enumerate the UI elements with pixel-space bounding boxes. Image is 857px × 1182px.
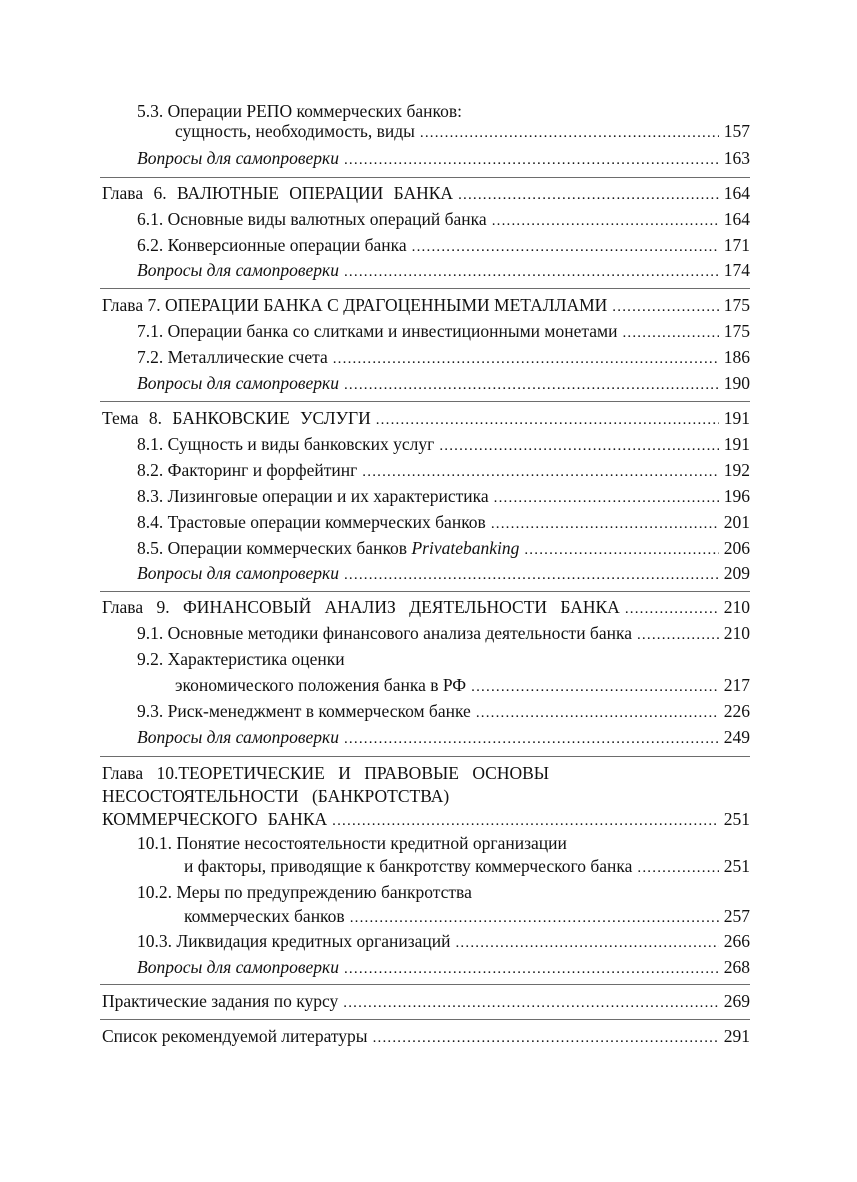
dot-leader [439,433,718,459]
dot-leader [344,956,719,982]
dot-leader [471,674,719,700]
toc-page-number: 174 [723,260,750,280]
dot-leader [373,1025,719,1051]
dot-leader [344,147,719,173]
dot-leader [344,726,719,752]
toc-page-number: 210 [723,597,750,617]
dot-leader [344,372,719,398]
toc-entry-8-1[interactable] [137,431,750,457]
toc-page-number: 269 [723,991,750,1011]
dot-leader [476,700,719,726]
toc-entry-5-3-cont[interactable] [175,118,750,144]
dot-leader [333,346,719,372]
toc-entry-title: и факторы, приводящие к банкротству коммерческого банка [184,856,633,876]
toc-chapter-8[interactable] [102,405,750,431]
toc-page-number: 257 [723,906,750,926]
toc-page-number: 191 [723,434,750,454]
toc-entry-8-4[interactable] [137,509,750,535]
section-divider [100,401,750,402]
toc-page-number: 164 [723,183,750,203]
toc-entry-title: 8.2. Факторинг и форфейтинг [137,460,358,480]
toc-chapter-6[interactable] [102,180,750,206]
toc-entry-title: Вопросы для самопроверки [137,727,339,747]
toc-page-number: 217 [723,675,750,695]
toc-entry-7-2[interactable] [137,344,750,370]
section-divider [100,591,750,592]
toc-page-number: 251 [723,856,750,876]
section-divider [100,756,750,757]
toc-entry-ch10-questions[interactable] [137,954,750,980]
dot-leader [637,622,719,648]
toc-page-number: 190 [723,373,750,393]
toc-entry-8-3[interactable] [137,483,750,509]
toc-entry-title: 9.3. Риск-менеджмент в коммерческом банке [137,701,471,721]
toc-chapter-title: Глава 9. ФИНАНСОВЫЙ АНАЛИЗ ДЕЯТЕЛЬНОСТИ БАНКА [102,597,620,617]
toc-chapter-title: Глава 10.ТЕОРЕТИЧЕСКИЕ И ПРАВОВЫЕ ОСНОВЫ [102,763,550,783]
toc-entry-title: Практические задания по курсу [102,991,339,1011]
toc-entry-9-1[interactable] [137,620,750,646]
toc-chapter-title: Глава 6. ВАЛЮТНЫЕ ОПЕРАЦИИ БАНКА [102,183,454,203]
toc-entry-ch8-questions[interactable] [137,560,750,586]
toc-entry-title: Вопросы для самопроверки [137,148,339,168]
toc-chapter-9[interactable] [102,594,750,620]
toc-page-number: 249 [723,727,750,747]
toc-entry-10-3[interactable] [137,928,750,954]
toc-entry-9-2-cont[interactable] [175,672,750,698]
toc-page-number: 163 [723,148,750,168]
toc-page-number: 206 [723,538,750,558]
toc-entry-7-1[interactable] [137,318,750,344]
dot-leader [376,407,719,433]
toc-entry-title: 5.3. Операции РЕПО коммерческих банков: [137,101,463,121]
toc-entry-8-5[interactable] [137,535,750,561]
toc-page-number: 251 [723,809,750,829]
toc-entry-title: коммерческих банков [184,906,345,926]
toc-entry-title: 10.1. Понятие несостоятельности кредитной организации [137,833,567,853]
toc-chapter-title: Глава 7. ОПЕРАЦИИ БАНКА С ДРАГОЦЕННЫМИ МЕТАЛЛАМИ [102,295,608,315]
toc-entry-10-2[interactable] [137,879,472,905]
toc-page-number: 192 [723,460,750,480]
toc-entry-9-3[interactable] [137,698,750,724]
dot-leader [455,930,718,956]
dot-leader [637,855,718,881]
dot-leader [625,596,719,622]
toc-entry-title: 10.2. Меры по предупреждению банкротства [137,882,472,902]
toc-entry-ch9-questions[interactable] [137,724,750,750]
toc-entry-title: сущность, необходимость, виды [175,121,415,141]
toc-entry-title-italic: Privatebanking [411,538,520,558]
toc-page-number: 175 [723,295,750,315]
dot-leader [344,562,719,588]
toc-page-number: 226 [723,701,750,721]
toc-entry-8-2[interactable] [137,457,750,483]
toc-page-number: 171 [723,235,750,255]
toc-practice[interactable] [102,988,750,1014]
section-divider [100,177,750,178]
toc-chapter-title: НЕСОСТОЯТЕЛЬНОСТИ (БАНКРОТСТВА) [102,786,450,806]
toc-entry-title: Список рекомендуемой литературы [102,1026,368,1046]
section-divider [100,984,750,985]
toc-entry-6-1[interactable] [137,206,750,232]
toc-page-number: 291 [723,1026,750,1046]
dot-leader [343,990,718,1016]
toc-page-number: 268 [723,957,750,977]
toc-entry-title: 9.2. Характеристика оценки [137,649,345,669]
toc-page-number: 201 [723,512,750,532]
toc-entry-title [137,535,519,561]
toc-page-number: 164 [723,209,750,229]
toc-chapter-7[interactable] [102,292,750,318]
toc-entry-ch6-questions[interactable] [137,257,750,283]
toc-entry-title: 6.1. Основные виды валютных операций банка [137,209,487,229]
toc-entry-title: экономического положения банка в РФ [175,675,467,695]
dot-leader [622,320,718,346]
dot-leader [344,259,719,285]
dot-leader [612,294,718,320]
toc-chapter-title: Тема 8. БАНКОВСКИЕ УСЛУГИ [102,408,371,428]
toc-entry-title: 10.3. Ликвидация кредитных организаций [137,931,451,951]
toc-entry-ch7-questions[interactable] [137,370,750,396]
toc-entry-title: 8.3. Лизинговые операции и их характеристика [137,486,489,506]
toc-entry-title: Вопросы для самопроверки [137,563,339,583]
toc-entry-title: 8.1. Сущность и виды банковских услуг [137,434,435,454]
toc-entry-title: 6.2. Конверсионные операции банка [137,235,407,255]
toc-chapter-title: КОММЕРЧЕСКОГО БАНКА [102,809,328,829]
toc-page-number: 186 [723,347,750,367]
toc-page-number: 210 [723,623,750,643]
toc-page-number: 175 [723,321,750,341]
toc-entry-6-2[interactable] [137,232,750,258]
dot-leader [420,120,719,146]
section-divider [100,288,750,289]
toc-page-number: 209 [723,563,750,583]
dot-leader [492,208,719,234]
toc-entry-title: 8.4. Трастовые операции коммерческих банков [137,512,486,532]
dot-leader [491,511,719,537]
toc-chapter-10-cont2[interactable] [102,806,750,832]
toc-page-number: 196 [723,486,750,506]
toc-entry-9-2[interactable] [137,646,345,672]
dot-leader [494,485,719,511]
toc-entry-title: 7.2. Металлические счета [137,347,328,367]
dot-leader [362,459,718,485]
section-divider [100,1019,750,1020]
toc-entry-title: Вопросы для самопроверки [137,957,339,977]
toc-entry-10-1-cont[interactable] [184,853,750,879]
toc-entry-title: 7.1. Операции банка со слитками и инвестиционными монетами [137,321,618,341]
toc-page-number: 191 [723,408,750,428]
toc-entry-ch5-questions[interactable] [137,145,750,171]
toc-literature[interactable] [102,1023,750,1049]
toc-entry-title-prefix: 8.5. Операции коммерческих банков [137,538,412,558]
dot-leader [458,182,719,208]
toc-page-number: 266 [723,931,750,951]
toc-entry-title: Вопросы для самопроверки [137,260,339,280]
toc-entry-title: 9.1. Основные методики финансового анализа деятельности банка [137,623,632,643]
toc-entry-10-2-cont[interactable] [184,903,750,929]
toc-entry-title: Вопросы для самопроверки [137,373,339,393]
toc-page-number: 157 [723,121,750,141]
